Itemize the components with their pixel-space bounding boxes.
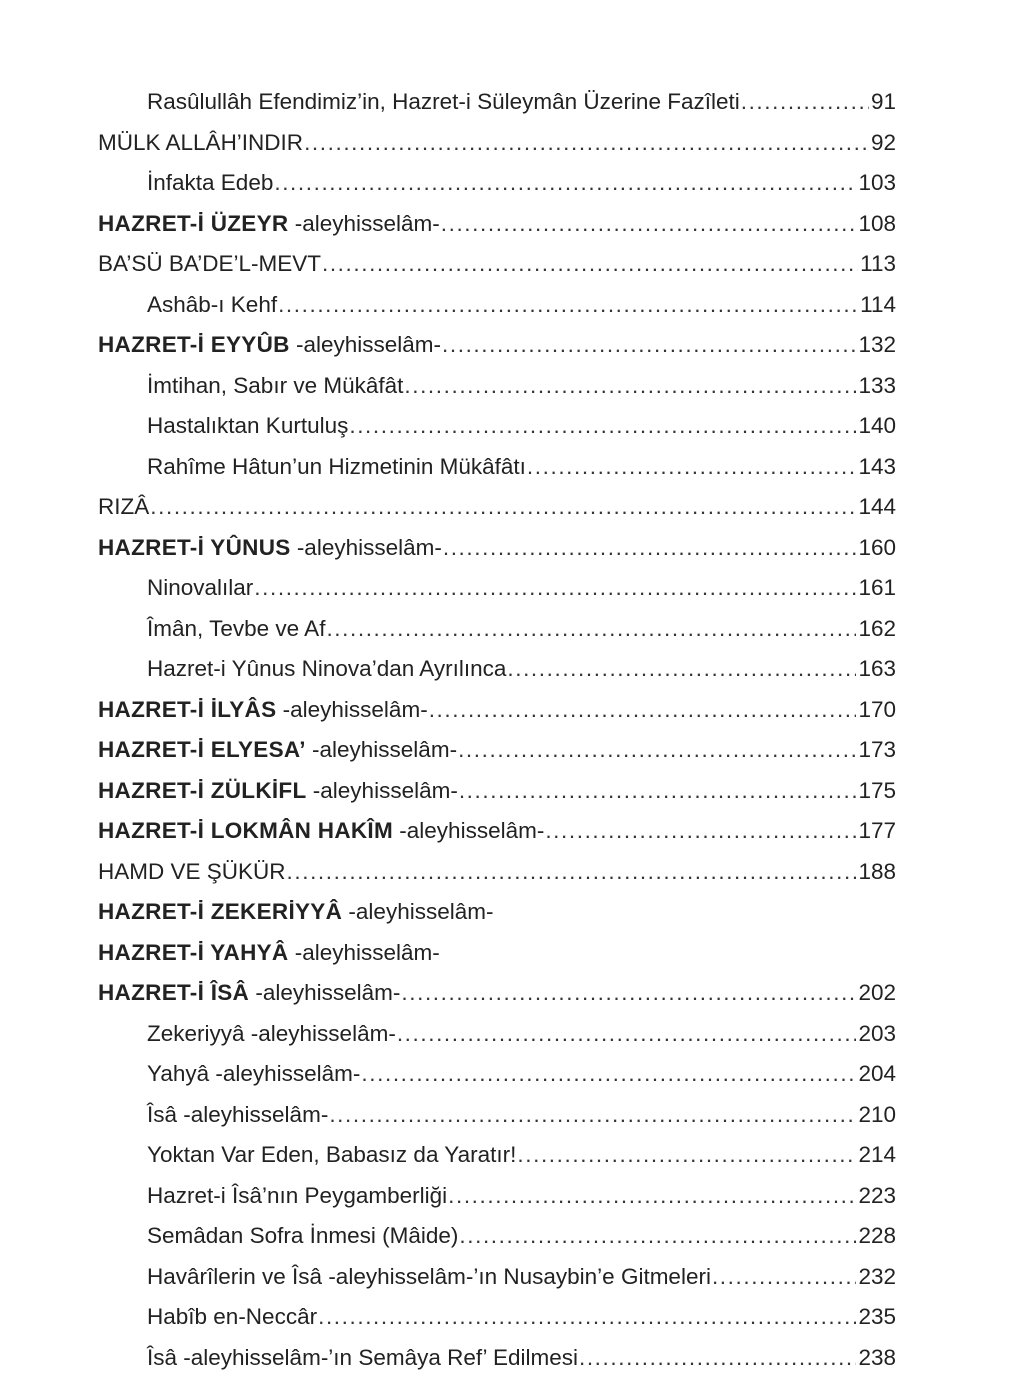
dot-leader (318, 1297, 856, 1338)
toc-entry-text: BA’SÜ BA’DE’L-MEVT (98, 251, 321, 276)
toc-entry-bold-title: HAZRET-İ İLYÂS (98, 696, 277, 722)
toc-entry-page-number: 92 (870, 129, 896, 155)
toc-entry (98, 1014, 896, 1055)
toc-entry-text: -aleyhisselâm- (290, 534, 442, 560)
toc-entry-page-number: 235 (858, 1304, 896, 1329)
toc-entry-title (147, 609, 325, 650)
toc-entry-text: Hazret-i Îsâ’nın Peygamberliği (147, 1182, 448, 1208)
dot-leader (527, 447, 857, 488)
toc-entry-page-number: 177 (858, 818, 896, 843)
toc-entry-page-number: 162 (858, 615, 896, 641)
toc-entry (98, 285, 896, 326)
toc-entry-page-number: 133 (858, 372, 896, 398)
toc-entry-text: -aleyhisselâm- (288, 939, 440, 965)
toc-entry-page-number: 160 (858, 534, 896, 560)
toc-entry-text: Habîb en-Neccâr (147, 1304, 318, 1329)
table-of-contents (98, 82, 896, 1378)
toc-entry-bold-title: HAZRET-İ YAHYÂ (98, 939, 289, 965)
toc-entry (98, 933, 896, 974)
toc-entry-title (98, 771, 458, 812)
toc-entry (98, 244, 896, 285)
dot-leader (545, 811, 856, 852)
dot-leader (349, 406, 856, 447)
toc-entry-text: Hazret-i Yûnus Ninova’dan Ayrılınca (147, 656, 507, 681)
toc-entry-text: Rahîme Hâtun’un Hizmetinin Mükâfâtı (147, 453, 526, 479)
toc-entry-title (98, 933, 440, 974)
toc-entry-text: -aleyhisselâm- (306, 777, 458, 803)
toc-entry-text: -aleyhisselâm- (249, 980, 401, 1005)
toc-entry-page-number: 223 (858, 1182, 896, 1208)
toc-entry-title (147, 447, 526, 488)
toc-entry-page-number: 202 (858, 980, 896, 1005)
toc-entry-title (147, 1014, 396, 1055)
toc-entry-page-number: 103 (858, 170, 896, 195)
dot-leader (442, 325, 856, 366)
dot-leader (579, 1338, 856, 1379)
toc-entry (98, 1054, 896, 1095)
toc-entry-title (98, 690, 428, 731)
toc-entry-title (98, 528, 442, 569)
dot-leader (322, 244, 858, 285)
dot-leader (458, 730, 856, 771)
toc-entry-text: Havârîlerin ve Îsâ -aleyhisselâm-’ın Nusaybin’e Gitmeleri (147, 1263, 711, 1289)
toc-entry-text: Îsâ -aleyhisselâm- (147, 1101, 329, 1127)
toc-entry-page-number: 163 (858, 656, 896, 681)
dot-leader (329, 1095, 856, 1136)
toc-entry-page-number: 113 (860, 251, 896, 276)
toc-entry-page-number: 144 (858, 494, 896, 519)
toc-entry (98, 1176, 896, 1217)
toc-entry-text: Rasûlullâh Efendimiz’in, Hazret-i Süleymân Üzerine Fazîleti (147, 89, 740, 114)
toc-entry-title (98, 892, 493, 933)
toc-entry (98, 892, 896, 933)
toc-entry-title (147, 1338, 578, 1379)
toc-entry-title (98, 487, 149, 528)
toc-entry (98, 852, 896, 893)
dot-leader (254, 568, 856, 609)
toc-entry-text: Îsâ -aleyhisselâm-’ın Semâya Ref’ Edilmesi (147, 1344, 578, 1370)
toc-entry-title (147, 1257, 711, 1298)
dot-leader (278, 285, 858, 326)
toc-entry-text: Îmân, Tevbe ve Af (147, 615, 326, 641)
toc-entry-title (147, 163, 273, 204)
toc-entry-title (98, 811, 544, 852)
toc-entry (98, 690, 896, 731)
toc-entry-bold-title: HAZRET-İ YÛNUS (98, 534, 291, 560)
toc-entry-page-number: 238 (858, 1344, 896, 1370)
toc-entry-title (98, 244, 321, 285)
toc-entry-page-number: 132 (858, 332, 896, 357)
toc-entry-title (147, 1297, 317, 1338)
toc-entry-page-number: 203 (858, 1020, 896, 1046)
toc-entry-title (147, 285, 277, 326)
toc-entry-page-number: 108 (858, 210, 896, 236)
toc-entry (98, 82, 896, 123)
toc-entry-page-number: 204 (858, 1061, 896, 1086)
dot-leader (429, 690, 857, 731)
toc-entry-page-number: 232 (858, 1263, 896, 1289)
toc-entry-title (147, 406, 348, 447)
toc-entry-text: -aleyhisselâm- (393, 818, 545, 843)
toc-entry-title (147, 1095, 328, 1136)
toc-entry-bold-title: HAZRET-İ EYYÛB (98, 332, 290, 357)
toc-entry-text: -aleyhisselâm- (289, 332, 442, 357)
toc-entry-title (147, 1054, 360, 1095)
toc-entry-page-number: 170 (858, 696, 896, 722)
toc-entry-text: İmtihan, Sabır ve Mükâfât (147, 372, 404, 398)
toc-entry-text: -aleyhisselâm- (276, 696, 428, 722)
toc-entry-text: HAMD VE ŞÜKÜR (98, 858, 286, 884)
toc-entry-title (98, 123, 303, 164)
toc-entry-bold-title: HAZRET-İ ZEKERİYYÂ (98, 899, 343, 924)
toc-entry (98, 730, 896, 771)
toc-entry-page-number: 91 (870, 89, 896, 114)
toc-entry (98, 163, 896, 204)
dot-leader (443, 528, 857, 569)
toc-entry-text: Yoktan Var Eden, Babasız da Yaratır! (147, 1142, 517, 1167)
toc-entry-text: Zekeriyyâ -aleyhisselâm- (147, 1020, 396, 1046)
toc-entry-text: MÜLK ALLÂH’INDIR (98, 129, 304, 155)
toc-entry (98, 487, 896, 528)
toc-entry-page-number: 228 (858, 1223, 896, 1248)
toc-entry (98, 1135, 896, 1176)
dot-leader (287, 852, 857, 893)
dot-leader (448, 1176, 856, 1217)
toc-entry-text: Ashâb-ı Kehf (147, 291, 278, 317)
toc-entry (98, 771, 896, 812)
toc-entry-title (98, 973, 400, 1014)
toc-entry-page-number: 173 (858, 737, 896, 762)
toc-entry-page-number: 214 (858, 1142, 896, 1167)
toc-entry (98, 366, 896, 407)
toc-entry-text: RIZÂ (98, 494, 150, 519)
toc-entry-title (147, 1176, 447, 1217)
toc-entry (98, 649, 896, 690)
toc-entry (98, 1338, 896, 1379)
toc-entry-title (147, 1135, 516, 1176)
toc-entry-title (147, 649, 506, 690)
toc-entry (98, 609, 896, 650)
dot-leader (441, 204, 857, 245)
toc-entry-text: Hastalıktan Kurtuluş (147, 413, 349, 438)
toc-entry (98, 973, 896, 1014)
toc-entry (98, 1095, 896, 1136)
toc-entry-text: Ninovalılar (147, 575, 254, 600)
toc-entry-page-number: 140 (858, 413, 896, 438)
toc-entry-title (98, 730, 457, 771)
toc-entry (98, 528, 896, 569)
toc-entry-page-number: 114 (860, 291, 896, 317)
dot-leader (401, 973, 856, 1014)
toc-entry-bold-title: HAZRET-İ ÎSÂ (98, 980, 250, 1005)
dot-leader (459, 771, 857, 812)
toc-entry-title (147, 1216, 458, 1257)
toc-entry-bold-title: HAZRET-İ ELYESA’ (98, 737, 306, 762)
toc-entry-page-number: 161 (858, 575, 896, 600)
dot-leader (274, 163, 856, 204)
toc-entry (98, 406, 896, 447)
toc-entry-bold-title: HAZRET-İ ÜZEYR (98, 210, 289, 236)
toc-entry-bold-title: HAZRET-İ LOKMÂN HAKÎM (98, 818, 394, 843)
dot-leader (507, 649, 856, 690)
toc-entry (98, 1216, 896, 1257)
toc-entry-title (147, 82, 740, 123)
toc-entry-text: -aleyhisselâm- (342, 899, 494, 924)
toc-entry-text: -aleyhisselâm- (305, 737, 458, 762)
dot-leader (459, 1216, 856, 1257)
dot-leader (361, 1054, 856, 1095)
dot-leader (712, 1257, 857, 1298)
toc-entry-title (98, 204, 440, 245)
toc-entry (98, 1297, 896, 1338)
toc-entry-page-number: 210 (858, 1101, 896, 1127)
toc-entry (98, 1257, 896, 1298)
toc-entry-title (147, 366, 403, 407)
toc-entry (98, 204, 896, 245)
toc-entry-title (147, 568, 253, 609)
toc-entry (98, 123, 896, 164)
toc-entry-text: Yahyâ -aleyhisselâm- (147, 1061, 361, 1086)
toc-entry-text: -aleyhisselâm- (288, 210, 440, 236)
toc-entry (98, 447, 896, 488)
dot-leader (397, 1014, 857, 1055)
dot-leader (517, 1135, 856, 1176)
dot-leader (741, 82, 869, 123)
toc-entry-text: Semâdan Sofra İnmesi (Mâide) (147, 1223, 459, 1248)
toc-entry (98, 811, 896, 852)
toc-entry-title (98, 852, 286, 893)
toc-entry-page-number: 143 (858, 453, 896, 479)
toc-entry-page-number: 175 (858, 777, 896, 803)
toc-entry (98, 568, 896, 609)
toc-entry-page-number: 188 (858, 858, 896, 884)
dot-leader (304, 123, 869, 164)
toc-entry-title (98, 325, 441, 366)
dot-leader (326, 609, 856, 650)
toc-entry-text: İnfakta Edeb (147, 170, 274, 195)
dot-leader (404, 366, 856, 407)
toc-entry (98, 325, 896, 366)
dot-leader (150, 487, 856, 528)
toc-entry-bold-title: HAZRET-İ ZÜLKİFL (98, 777, 307, 803)
